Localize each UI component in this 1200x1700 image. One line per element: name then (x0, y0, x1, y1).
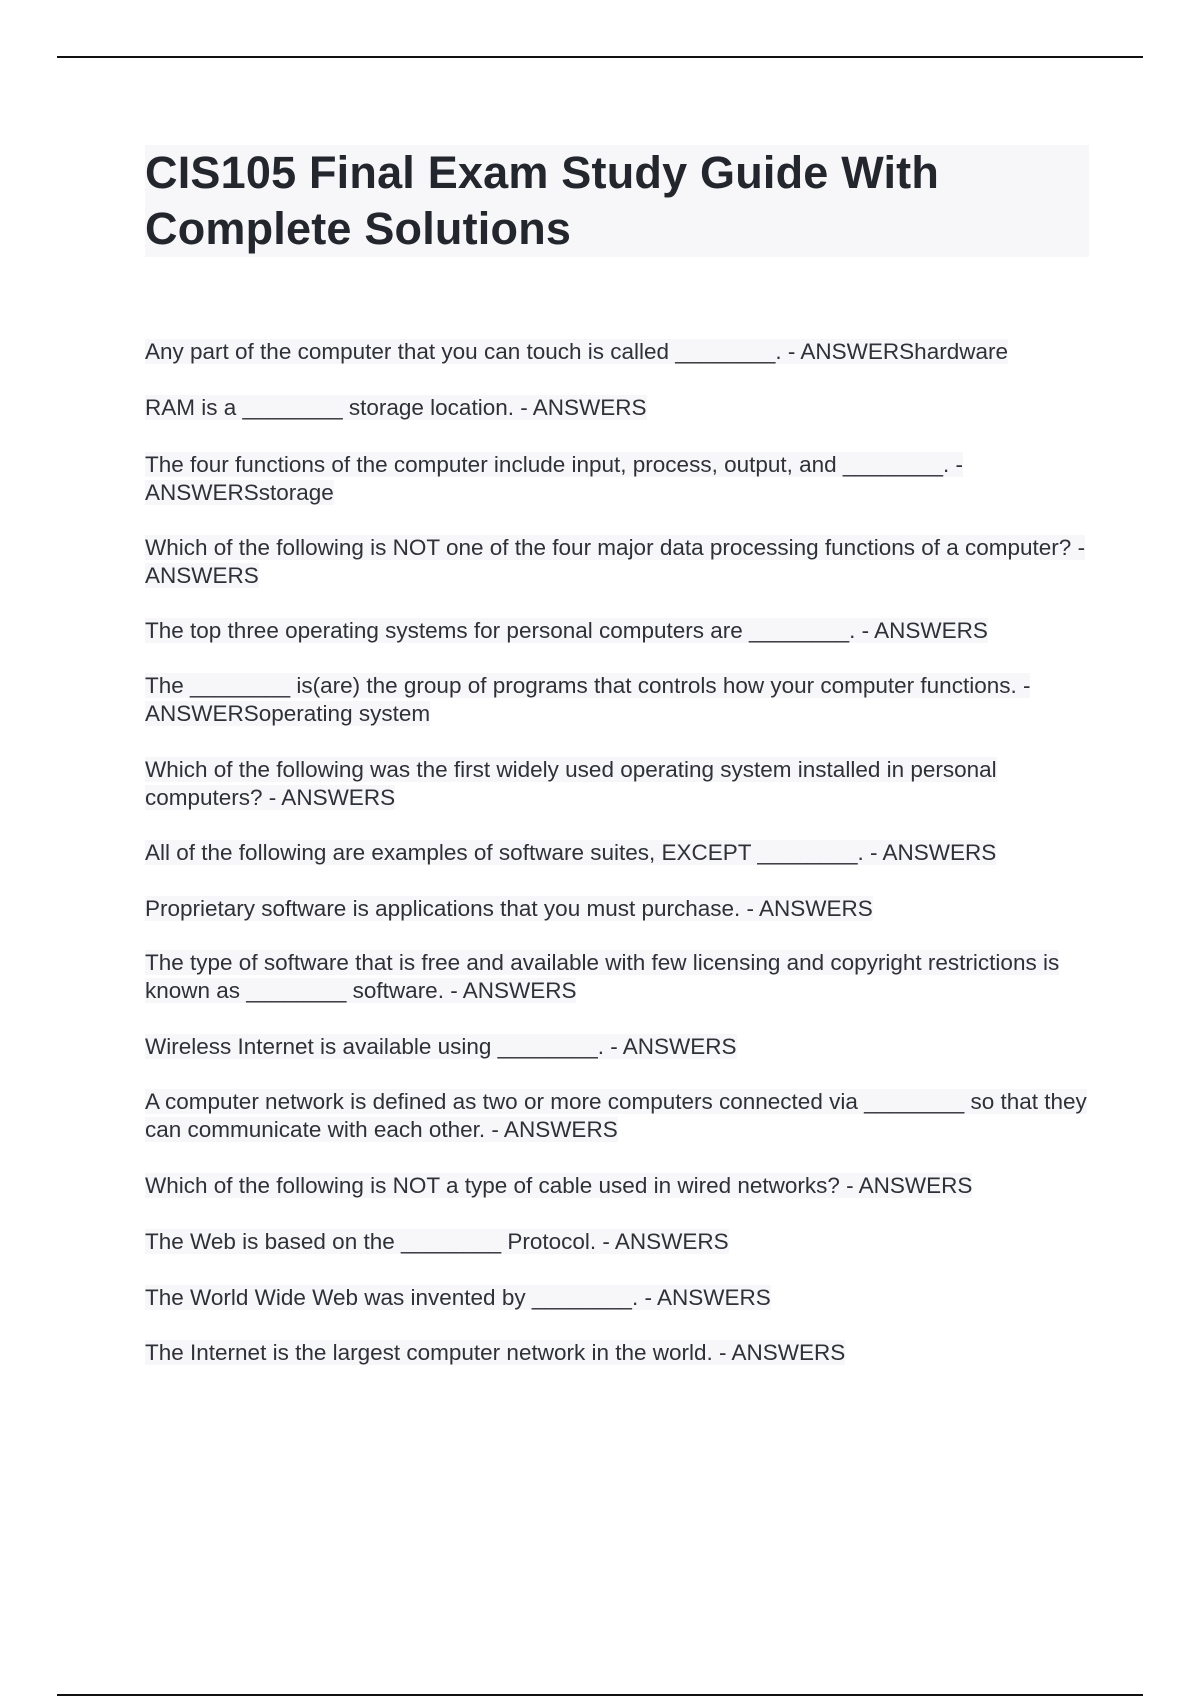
question-text: RAM is a ________ storage location. - ANSWERS (145, 395, 647, 420)
question-text: Which of the following was the first widely used operating system installed in personal computers? - ANSWERS (145, 757, 997, 810)
question-item (145, 534, 1089, 590)
question-text: The ________ is(are) the group of programs that controls how your computer functions. - ANSWERSoperating system (145, 673, 1031, 726)
question-item (145, 756, 1089, 812)
question-item (145, 617, 1089, 645)
question-item (145, 1284, 1089, 1312)
question-text: Wireless Internet is available using ________. - ANSWERS (145, 1034, 737, 1059)
question-text: Proprietary software is applications that you must purchase. - ANSWERS (145, 896, 873, 921)
question-list (145, 338, 1089, 1393)
bottom-rule (57, 1694, 1143, 1696)
question-text: The type of software that is free and available with few licensing and copyright restrictions is known as ________ software. - ANSWERS (145, 950, 1060, 1003)
question-item (145, 1228, 1089, 1256)
question-item (145, 394, 1089, 422)
question-item (145, 451, 1089, 507)
question-item (145, 1172, 1089, 1200)
question-text: The World Wide Web was invented by ________. - ANSWERS (145, 1285, 771, 1310)
question-item (145, 1033, 1089, 1061)
question-item (145, 895, 1089, 923)
question-item (145, 1339, 1089, 1367)
question-item (145, 672, 1089, 728)
question-text: A computer network is defined as two or more computers connected via ________ so that they can communicate with each other. - ANSWERS (145, 1089, 1087, 1142)
question-text: All of the following are examples of software suites, EXCEPT ________. - ANSWERS (145, 840, 997, 865)
question-text: The Internet is the largest computer network in the world. - ANSWERS (145, 1340, 846, 1365)
question-text: The Web is based on the ________ Protocol. - ANSWERS (145, 1229, 729, 1254)
question-item (145, 1088, 1089, 1144)
question-text: Which of the following is NOT one of the four major data processing functions of a computer? - ANSWERS (145, 535, 1086, 588)
title-block (145, 145, 1089, 257)
question-item (145, 949, 1089, 1005)
question-text: The four functions of the computer include input, process, output, and ________. - ANSWERSstorage (145, 452, 964, 505)
question-item (145, 338, 1089, 366)
question-text: Which of the following is NOT a type of cable used in wired networks? - ANSWERS (145, 1173, 973, 1198)
top-rule (57, 56, 1143, 58)
document-title: CIS105 Final Exam Study Guide With Complete Solutions (145, 147, 940, 254)
question-item (145, 839, 1089, 867)
question-text: The top three operating systems for personal computers are ________. - ANSWERS (145, 618, 988, 643)
question-text: Any part of the computer that you can touch is called ________. - ANSWERShardware (145, 339, 1008, 364)
